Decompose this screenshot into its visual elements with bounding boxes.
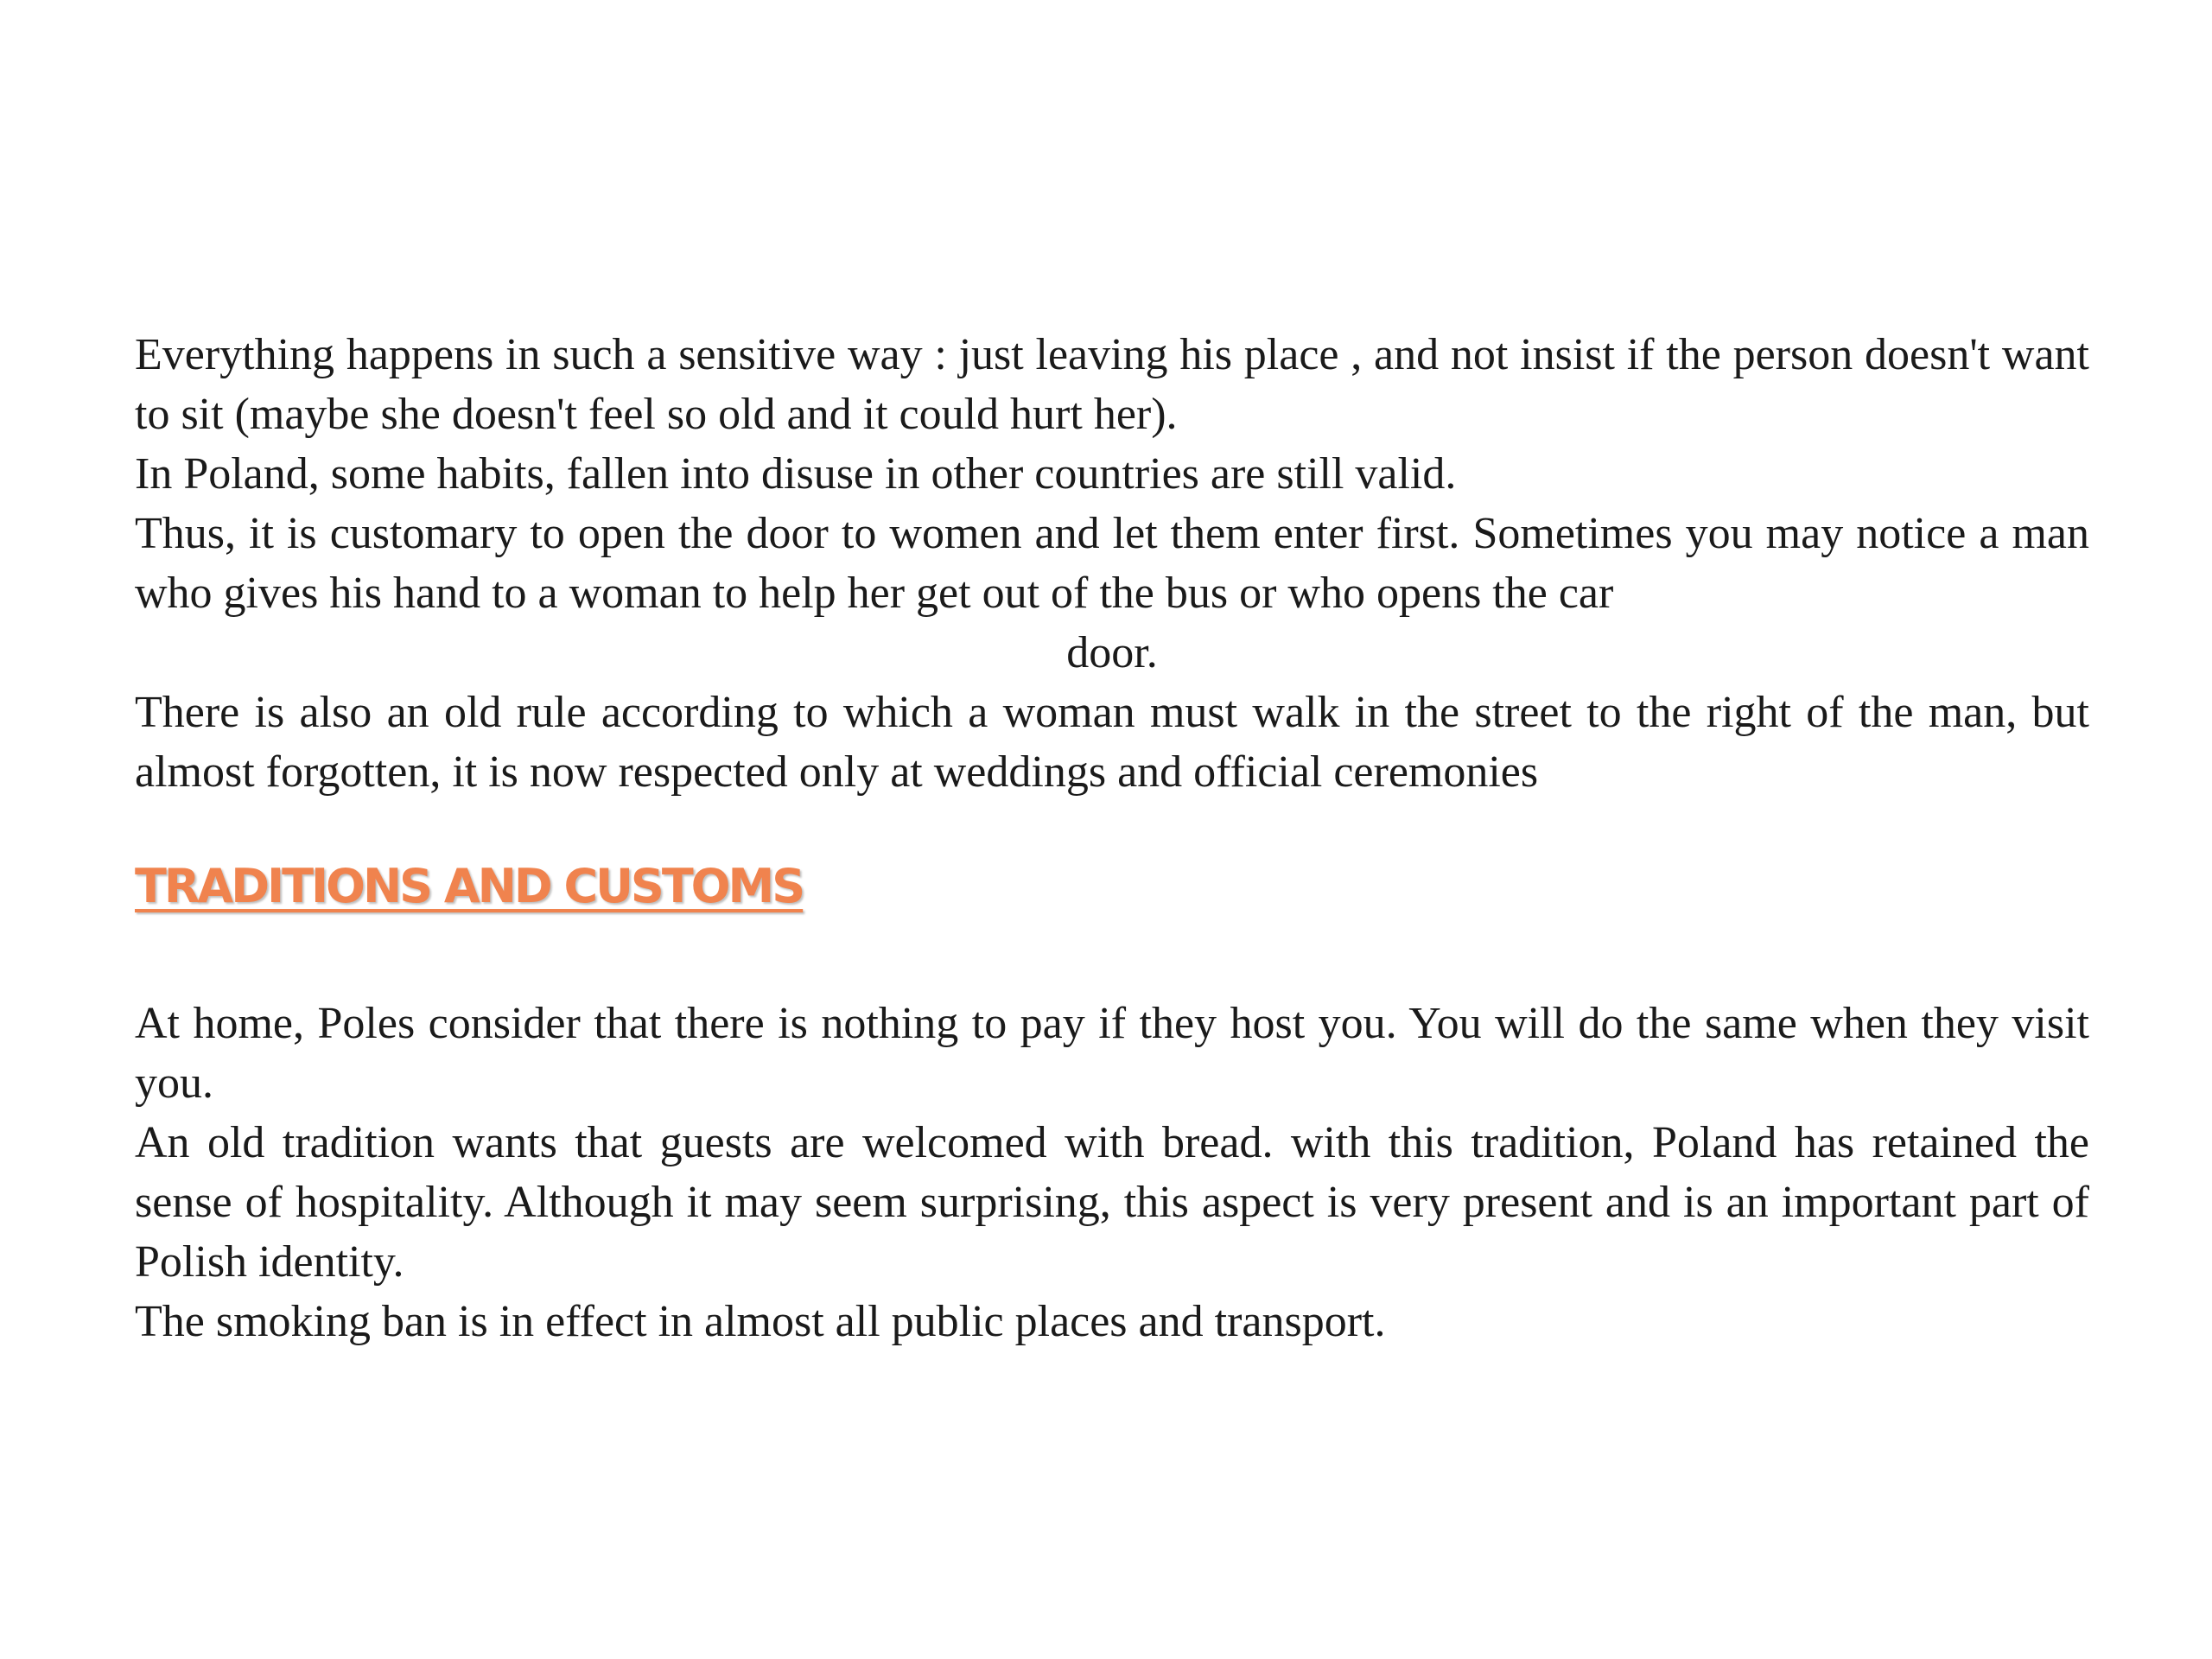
paragraph-walking-rule: There is also an old rule according to which a woman must walk in the street to the right of the man, but almost forgotten, it is now respected only at weddings and official ceremonies	[135, 688, 2089, 797]
paragraph-door-custom-tail: door.	[1066, 628, 1158, 677]
paragraph-habits: In Poland, some habits, fallen into disuse in other countries are still valid.	[135, 449, 1457, 499]
paragraph-courtesy: Everything happens in such a sensitive way : just leaving his place , and not insist if the person doesn't want to sit (maybe she doesn't feel so old and it could hurt her).	[135, 330, 2089, 439]
paragraph-bread-tradition: An old tradition wants that guests are welcomed with bread. with this tradition, Poland has retained the sense of hospitality. Although it may seem surprising, this aspect is very present and is an important part of Polish identity.	[135, 1118, 2089, 1287]
paragraph-hosting: At home, Poles consider that there is nothing to pay if they host you. You will do the same when they visit you.	[135, 999, 2089, 1108]
traditions-text-block	[135, 994, 2089, 1351]
paragraph-smoking-ban: The smoking ban is in effect in almost all public places and transport.	[135, 1297, 1386, 1346]
intro-text-block	[135, 325, 2089, 802]
section-heading-traditions: TRADITIONS AND CUSTOMS	[135, 859, 804, 913]
paragraph-door-custom: Thus, it is customary to open the door to women and let them enter first. Sometimes you may notice a man who gives his hand to a woman to help her get out of the bus or who opens the car	[135, 509, 2089, 618]
